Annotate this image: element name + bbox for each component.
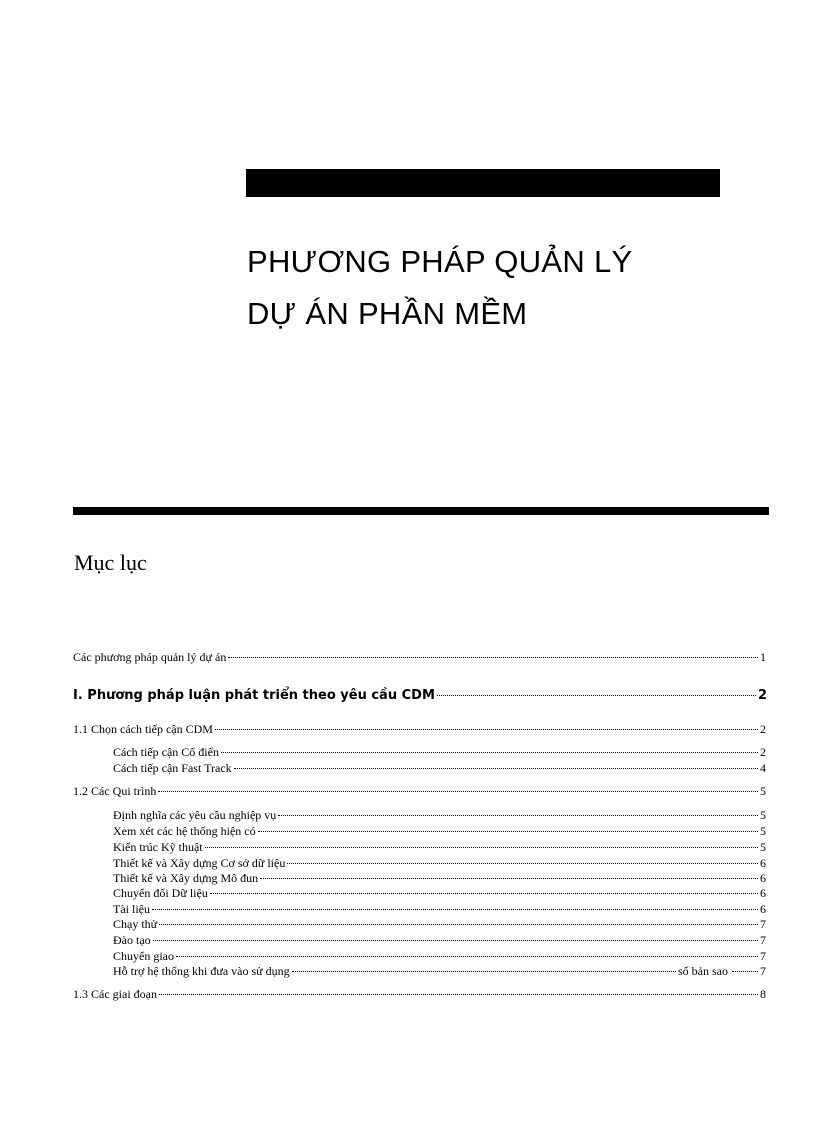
- toc-leader: [260, 878, 758, 879]
- toc-entry-page: 5: [760, 824, 766, 838]
- toc-entry[interactable]: [113, 933, 766, 948]
- toc-leader: [215, 729, 758, 730]
- toc-entry[interactable]: [113, 856, 766, 871]
- toc-entry-page: 6: [760, 856, 766, 870]
- horizontal-rule: [73, 507, 769, 515]
- toc-entry-text: Kiến trúc Kỹ thuật: [113, 840, 203, 854]
- toc-entry-page: 6: [760, 886, 766, 900]
- toc-leader: [278, 815, 758, 816]
- toc-leader: [205, 847, 758, 848]
- toc-entry-text: Cách tiếp cận Fast Track: [113, 761, 232, 775]
- toc-leader: [152, 909, 758, 910]
- toc-entry-text: Chuyển giao: [113, 949, 174, 963]
- toc-entry[interactable]: [113, 761, 766, 776]
- toc-entry-text: 1.2 Các Qui trình: [73, 784, 157, 798]
- toc-leader: [221, 752, 758, 753]
- toc-leader: [287, 863, 758, 864]
- toc-leader: [292, 971, 676, 972]
- toc-entry-page: 1: [760, 650, 766, 664]
- toc-entry[interactable]: [113, 808, 766, 823]
- document-title: [247, 236, 633, 340]
- toc-entry[interactable]: [113, 745, 766, 760]
- toc-entry-extra: số bản sao: [678, 964, 728, 978]
- toc-entry-page: 7: [760, 933, 766, 947]
- toc-entry-text: Đào tạo: [113, 933, 151, 947]
- toc-entry[interactable]: [73, 650, 766, 665]
- toc-entry-text: Thiết kế và Xây dựng Cơ sở dữ liệu: [113, 856, 286, 870]
- toc-entry-text: Chạy thử: [113, 917, 158, 931]
- toc-entry-page: 4: [760, 761, 766, 775]
- toc-entry-text: Chuyển đổi Dữ liệu: [113, 886, 208, 900]
- toc-entry-page: 7: [760, 964, 766, 978]
- toc-entry-page: 2: [757, 688, 767, 703]
- toc-entry[interactable]: [113, 871, 766, 886]
- toc-entry[interactable]: [73, 688, 767, 703]
- toc-leader: [159, 994, 758, 995]
- toc-entry-text: Thiết kế và Xây dựng Mô đun: [113, 871, 259, 885]
- toc-leader: [210, 893, 758, 894]
- toc-entry-text: Các phương pháp quản lý dự án: [73, 650, 227, 664]
- title-line-1: PHƯƠNG PHÁP QUẢN LÝ: [247, 244, 633, 279]
- toc-entry-page: 7: [760, 949, 766, 963]
- toc-entry-page: 7: [760, 917, 766, 931]
- toc-leader: [159, 924, 758, 925]
- toc-leader: [234, 768, 758, 769]
- toc-entry[interactable]: [113, 949, 766, 964]
- toc-leader: [176, 956, 758, 957]
- toc-entry[interactable]: [73, 987, 766, 1002]
- toc-entry[interactable]: [113, 964, 766, 979]
- title-line-2: DỰ ÁN PHẦN MỀM: [247, 296, 528, 331]
- toc-entry-text: Hỗ trợ hệ thống khi đưa vào sử dụng: [113, 964, 290, 978]
- toc-entry-text: 1.3 Các giai đoạn: [73, 987, 157, 1001]
- header-black-bar: [246, 169, 720, 197]
- toc-entry-page: 5: [760, 808, 766, 822]
- toc-entry-page: 6: [760, 871, 766, 885]
- toc-entry-page: 8: [760, 987, 766, 1001]
- toc-entry-text: 1.1 Chọn cách tiếp cận CDM: [73, 722, 213, 736]
- toc-entry[interactable]: [113, 886, 766, 901]
- toc-leader: [437, 695, 756, 696]
- toc-leader: [732, 971, 758, 972]
- toc-entry-page: 2: [760, 722, 766, 736]
- toc-leader: [258, 831, 758, 832]
- toc-entry[interactable]: [113, 917, 766, 932]
- toc-entry-page: 2: [760, 745, 766, 759]
- toc-entry-text: I. Phương pháp luận phát triển theo yêu cầu CDM: [73, 688, 435, 703]
- toc-entry-text: Cách tiếp cận Cổ điển: [113, 745, 219, 759]
- toc-entry[interactable]: [113, 840, 766, 855]
- toc-entry-page: 5: [760, 784, 766, 798]
- toc-heading: Mục lục: [74, 550, 147, 575]
- toc-entry[interactable]: [113, 824, 766, 839]
- toc-leader: [158, 791, 758, 792]
- toc-entry[interactable]: [113, 902, 766, 917]
- toc-entry-page: 5: [760, 840, 766, 854]
- toc-entry[interactable]: [73, 722, 766, 737]
- toc-entry[interactable]: [73, 784, 766, 799]
- toc-leader: [228, 657, 758, 658]
- toc-entry-text: Tài liệu: [113, 902, 150, 916]
- toc-leader: [153, 940, 758, 941]
- toc-entry-page: 6: [760, 902, 766, 916]
- toc-entry-text: Định nghĩa các yêu cầu nghiệp vụ: [113, 808, 277, 822]
- toc-entry-text: Xem xét các hệ thống hiện có: [113, 824, 256, 838]
